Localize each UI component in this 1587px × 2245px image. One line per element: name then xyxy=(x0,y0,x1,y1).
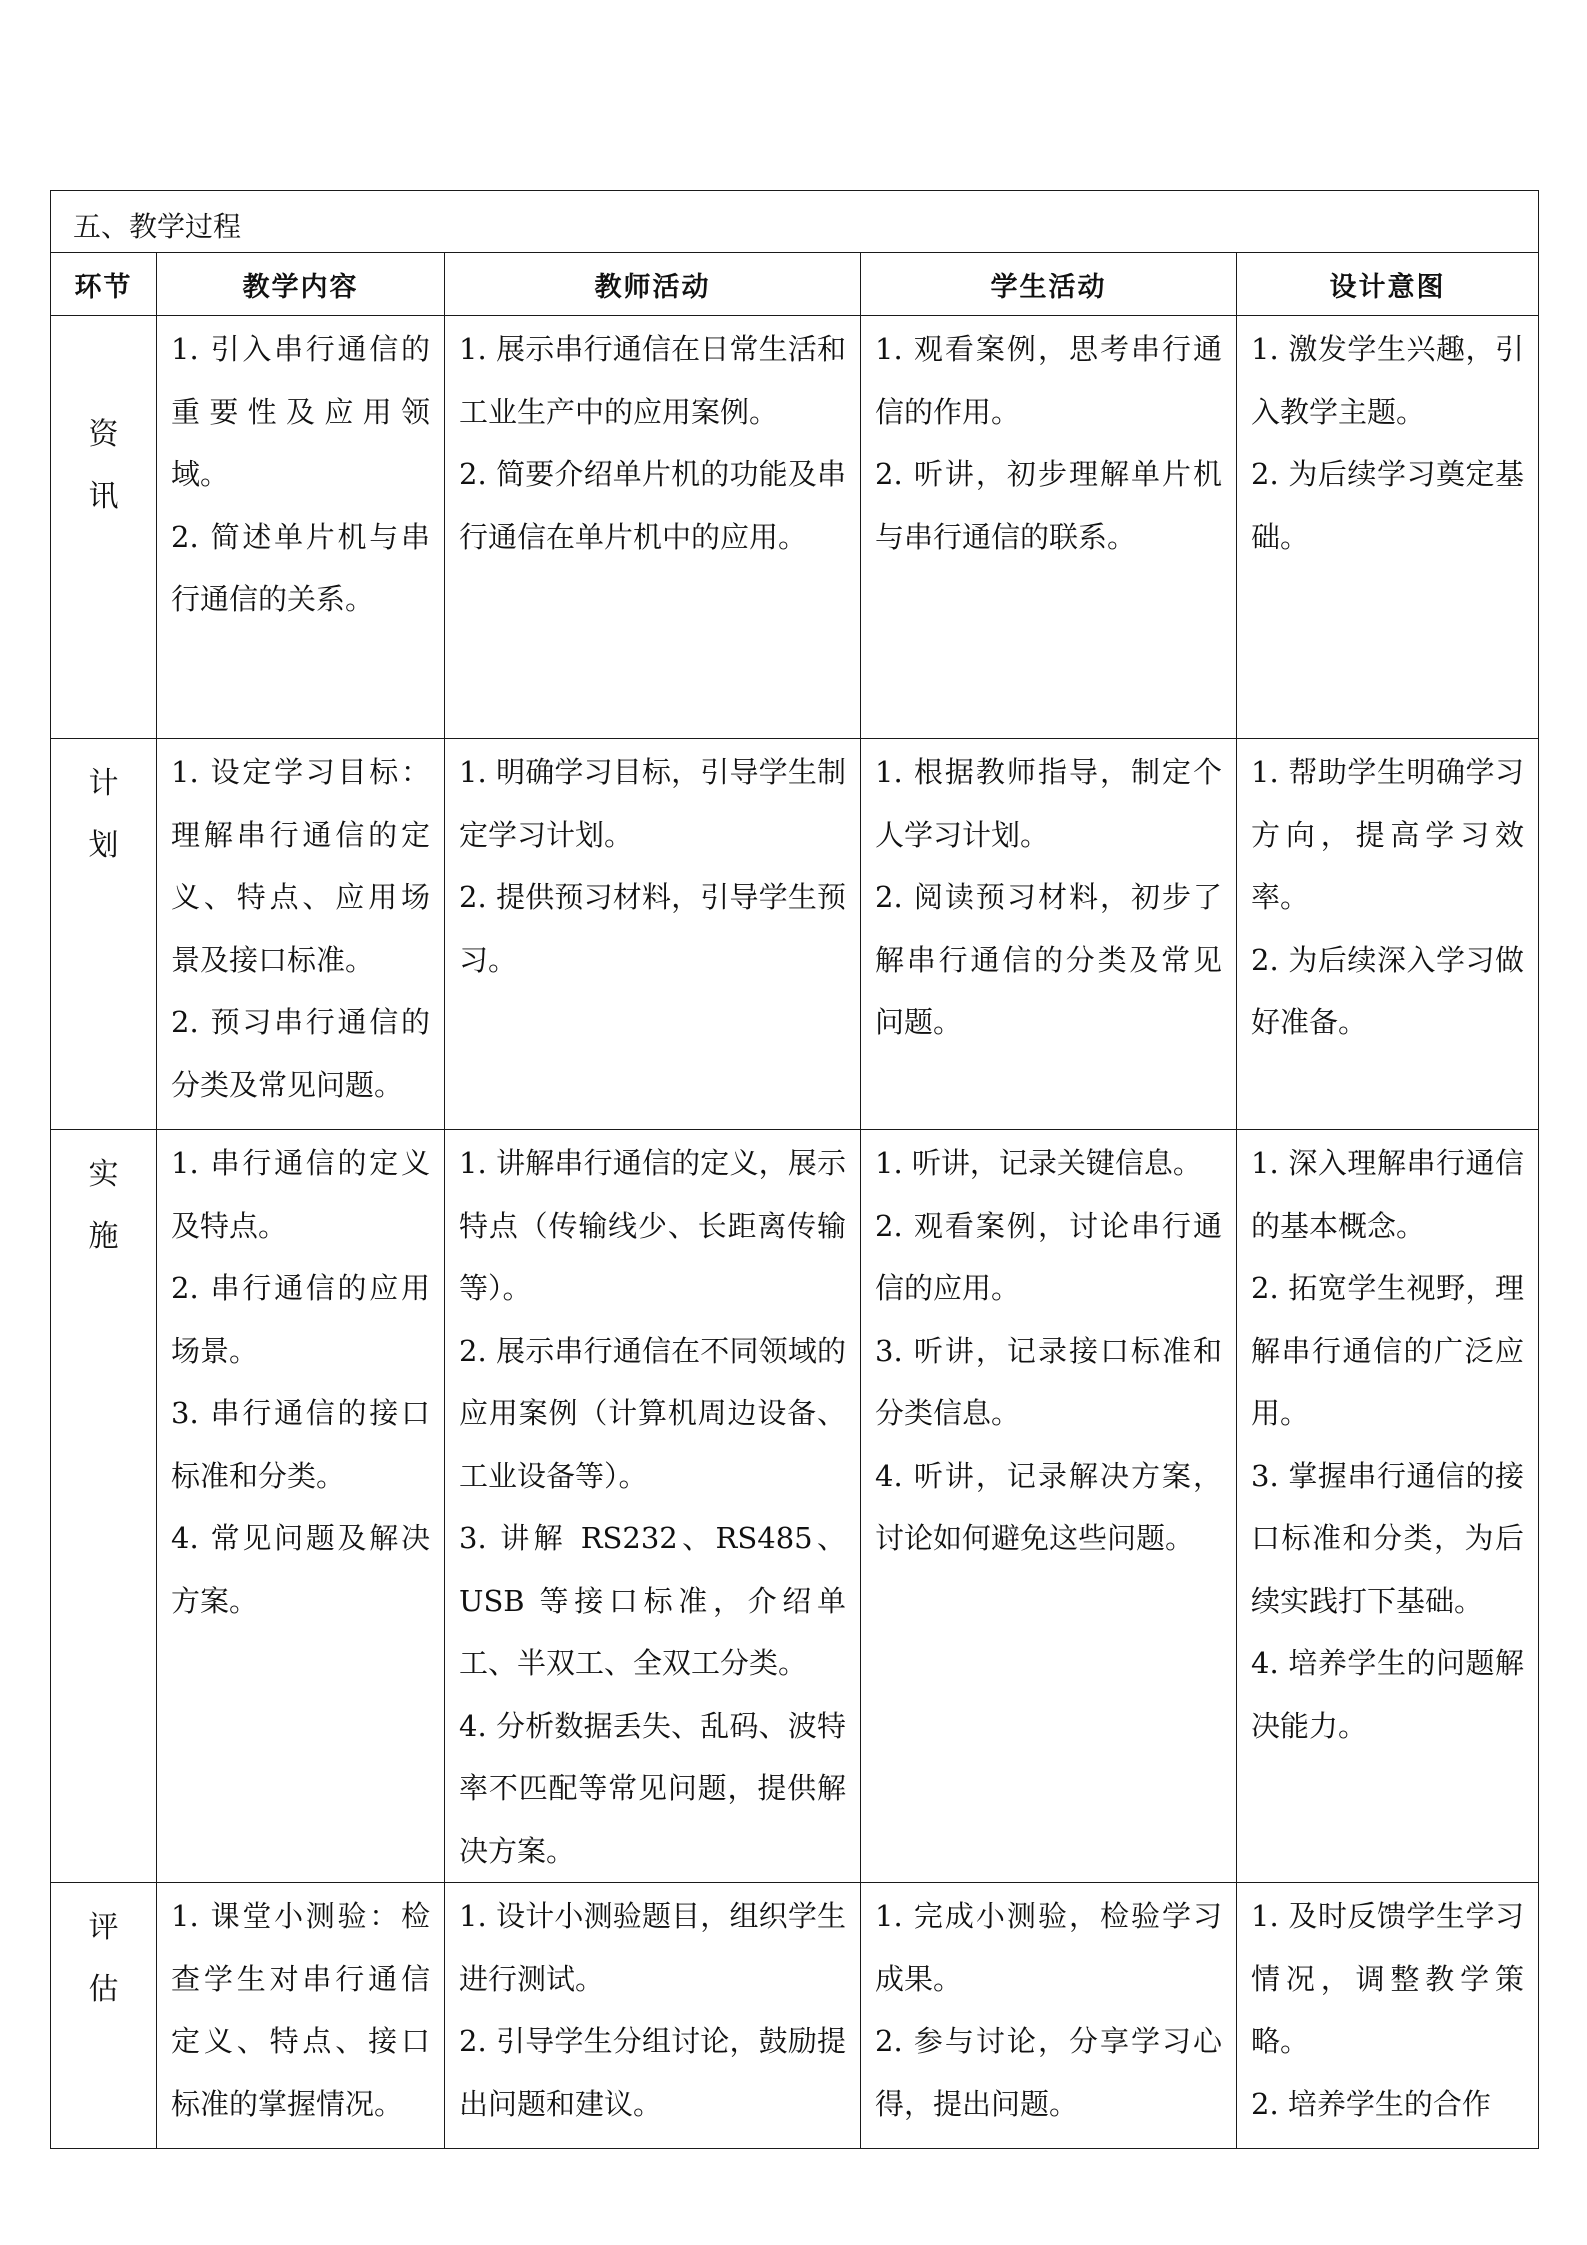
intent-cell xyxy=(1237,739,1539,1130)
list-item: 1. 听讲，记录关键信息。 xyxy=(875,1146,1202,1180)
list-item: 1. 帮助学生明确学习方向，提高学习效率。 xyxy=(1251,755,1524,914)
intent-cell xyxy=(1237,316,1539,739)
list-item: 2. 简要介绍单片机的功能及串行通信在单片机中的应用。 xyxy=(459,457,846,554)
stage-char: 讯 xyxy=(88,479,119,514)
stage-cell xyxy=(51,1883,157,2149)
header-row xyxy=(51,253,1539,316)
header-intent: 设计意图 xyxy=(1237,253,1539,316)
student-cell xyxy=(861,1130,1237,1883)
list-item: 2. 拓宽学生视野，理解串行通信的广泛应用。 xyxy=(1251,1271,1524,1430)
list-item: 1. 课堂小测验：检查学生对串行通信定义、特点、接口标准的掌握情况。 xyxy=(171,1899,430,2121)
list-item: 2. 提供预习材料，引导学生预习。 xyxy=(459,880,846,977)
stage-char: 划 xyxy=(88,828,119,863)
list-item: 1. 观看案例，思考串行通信的作用。 xyxy=(875,332,1222,429)
list-item: 1. 展示串行通信在日常生活和工业生产中的应用案例。 xyxy=(459,332,846,429)
student-cell xyxy=(861,1883,1237,2149)
list-item: 4. 听讲，记录解决方案，讨论如何避免这些问题。 xyxy=(875,1458,1222,1555)
list-item: 2. 展示串行通信在不同领域的应用案例（计算机周边设备、工业设备等）。 xyxy=(459,1333,846,1493)
list-item: 1. 根据教师指导，制定个人学习计划。 xyxy=(875,755,1222,852)
student-cell xyxy=(861,316,1237,739)
list-item: 1. 设定学习目标：理解串行通信的定义、特点、应用场景及接口标准。 xyxy=(171,755,430,977)
stage-char: 实 xyxy=(88,1157,119,1192)
list-item: 1. 设计小测验题目，组织学生进行测试。 xyxy=(459,1899,846,1996)
list-item: 2. 阅读预习材料，初步了解串行通信的分类及常见问题。 xyxy=(875,880,1222,1039)
header-content: 教学内容 xyxy=(157,253,445,316)
teaching-process-table xyxy=(50,190,1539,2149)
list-item: 2. 简述单片机与串行通信的关系。 xyxy=(171,519,430,616)
header-teacher: 教师活动 xyxy=(445,253,861,316)
list-item: 1. 完成小测验，检验学习成果。 xyxy=(875,1899,1222,1996)
list-item: 2. 观看案例，讨论串行通信的应用。 xyxy=(875,1208,1222,1305)
list-item: 3. 掌握串行通信的接口标准和分类，为后续实践打下基础。 xyxy=(1251,1458,1524,1618)
content-cell xyxy=(157,1883,445,2149)
content-cell xyxy=(157,1130,445,1883)
header-stage: 环节 xyxy=(51,253,157,316)
intent-cell xyxy=(1237,1883,1539,2149)
table-row xyxy=(51,316,1539,739)
list-item: 4. 分析数据丢失、乱码、波特率不匹配等常见问题，提供解决方案。 xyxy=(459,1708,846,1868)
list-item: 1. 明确学习目标，引导学生制定学习计划。 xyxy=(459,755,846,852)
list-item: 1. 讲解串行通信的定义，展示特点（传输线少、长距离传输等）。 xyxy=(459,1146,846,1305)
list-item: 1. 及时反馈学生学习情况，调整教学策略。 xyxy=(1251,1899,1524,2058)
section-title: 五、教学过程 xyxy=(51,191,1539,253)
stage-char: 资 xyxy=(88,417,119,452)
teacher-cell xyxy=(445,316,861,739)
list-item: 3. 听讲，记录接口标准和分类信息。 xyxy=(875,1333,1222,1430)
teacher-cell xyxy=(445,739,861,1130)
list-item: 1. 引入串行通信的重要性及应用领域。 xyxy=(171,332,430,491)
stage-char: 施 xyxy=(88,1219,119,1254)
table-row xyxy=(51,1130,1539,1883)
stage-char: 评 xyxy=(88,1910,119,1945)
list-item: 4. 培养学生的问题解决能力。 xyxy=(1251,1646,1524,1743)
list-item: 2. 预习串行通信的分类及常见问题。 xyxy=(171,1005,430,1102)
list-item: 2. 参与讨论，分享学习心得，提出问题。 xyxy=(875,2024,1222,2121)
teacher-cell xyxy=(445,1883,861,2149)
stage-char: 计 xyxy=(88,766,119,801)
table-row xyxy=(51,739,1539,1130)
teacher-cell xyxy=(445,1130,861,1883)
table-row xyxy=(51,1883,1539,2149)
list-item: 3. 串行通信的接口标准和分类。 xyxy=(171,1396,430,1493)
content-cell xyxy=(157,739,445,1130)
content-cell xyxy=(157,316,445,739)
intent-cell xyxy=(1237,1130,1539,1883)
list-item: 4. 常见问题及解决方案。 xyxy=(171,1521,430,1618)
student-cell xyxy=(861,739,1237,1130)
header-student: 学生活动 xyxy=(861,253,1237,316)
list-item: 2. 为后续学习奠定基础。 xyxy=(1251,457,1524,554)
stage-cell xyxy=(51,316,157,739)
list-item: 3. 讲解 RS232、RS485、USB 等接口标准，介绍单工、半双工、全双工分类。 xyxy=(459,1521,846,1680)
stage-cell xyxy=(51,1130,157,1883)
list-item: 1. 串行通信的定义及特点。 xyxy=(171,1146,430,1243)
list-item: 1. 激发学生兴趣，引入教学主题。 xyxy=(1251,332,1524,429)
stage-char: 估 xyxy=(88,1972,119,2007)
list-item: 2. 为后续深入学习做好准备。 xyxy=(1251,942,1524,1039)
list-item: 2. 培养学生的合作 xyxy=(1251,2086,1491,2121)
list-item: 1. 深入理解串行通信的基本概念。 xyxy=(1251,1146,1524,1243)
list-item: 2. 串行通信的应用场景。 xyxy=(171,1271,430,1368)
list-item: 2. 听讲，初步理解单片机与串行通信的联系。 xyxy=(875,457,1222,554)
stage-cell xyxy=(51,739,157,1130)
list-item: 2. 引导学生分组讨论，鼓励提出问题和建议。 xyxy=(459,2024,846,2121)
